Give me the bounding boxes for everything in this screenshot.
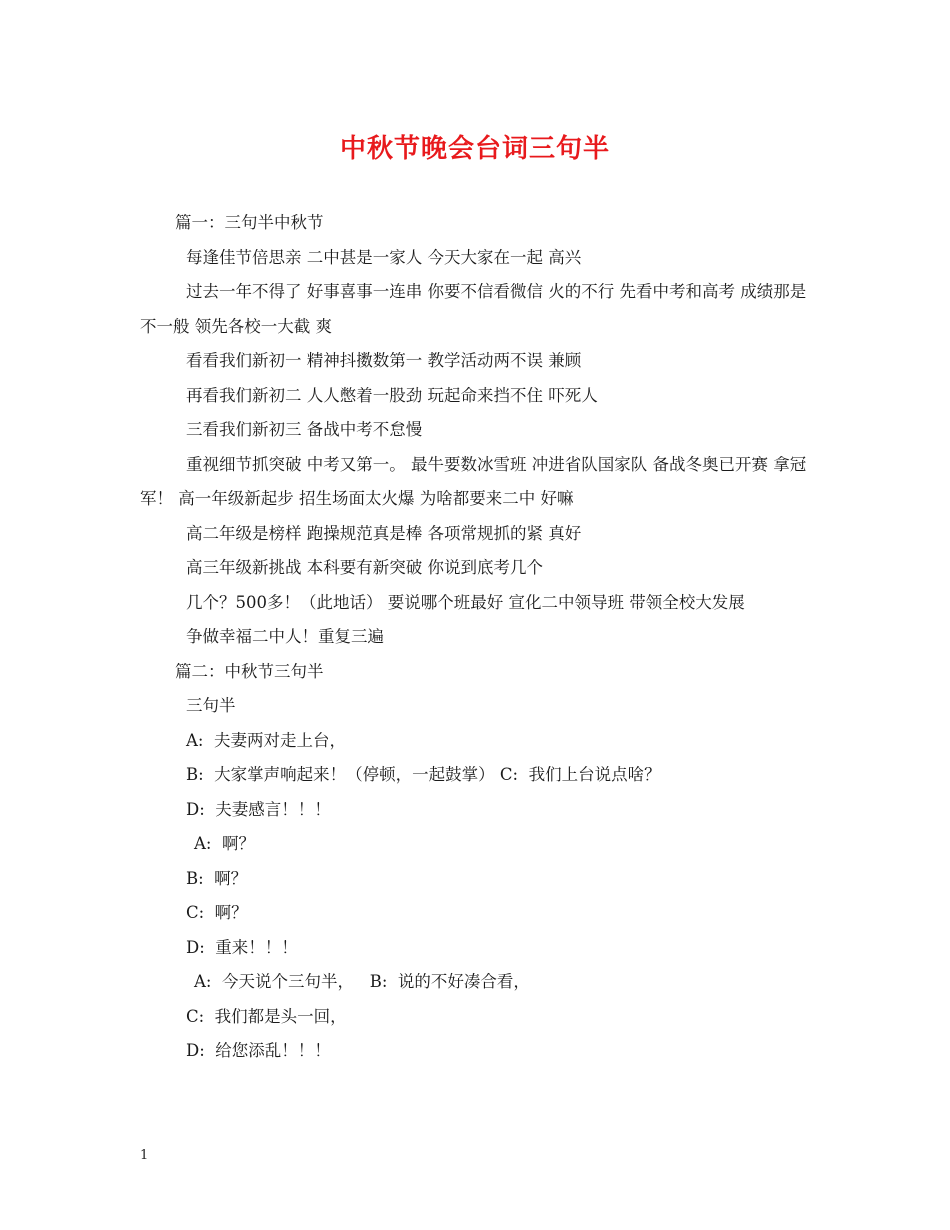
paragraph: A: 啊？ bbox=[194, 834, 255, 853]
paragraph: 看看我们新初一 精神抖擞数第一 教学活动两不误 兼顾 bbox=[186, 351, 582, 370]
paragraph: 三句半 bbox=[186, 696, 236, 715]
paragraph: 争做幸福二中人！重复三遍 bbox=[186, 627, 384, 646]
page-title: 中秋节晚会台词三句半 bbox=[339, 134, 610, 164]
paragraph: 三看我们新初三 备战中考不怠慢 bbox=[186, 420, 423, 439]
page-number: 1 bbox=[140, 1148, 149, 1163]
paragraph: C: 我们都是头一回， bbox=[186, 1006, 347, 1026]
paragraph: 高三年级新挑战 本科要有新突破 你说到底考几个 bbox=[186, 558, 543, 577]
paragraph: C: 啊？ bbox=[186, 903, 248, 922]
paragraph: 重视细节抓突破 中考又第一。 最牛要数冰雪班 冲进省队国家队 备战冬奥已开赛 拿冠军！ 高一年级新起步 招生场面太火爆 为啥都要来二中 好嘛 bbox=[140, 454, 807, 508]
paragraph: A: 今天说个三句半， B: 说的不好凑合看， bbox=[194, 972, 530, 991]
paragraph: A: 夫妻两对走上台， bbox=[186, 730, 346, 750]
paragraph: 再看我们新初二 人人憋着一股劲 玩起命来挡不住 吓死人 bbox=[186, 385, 598, 405]
paragraph: D: 夫妻感言！！！ bbox=[186, 799, 331, 819]
paragraph: 过去一年不得了 好事喜事一连串 你要不信看微信 火的不行 先看中考和高考 成绩那是不一般 领先各校一大截 爽 bbox=[140, 282, 807, 336]
paragraph: 每逢佳节倍思亲 二中甚是一家人 今天大家在一起 高兴 bbox=[186, 247, 582, 267]
section-heading: 篇二：中秋节三句半 bbox=[175, 661, 324, 681]
paragraph: B: 大家掌声响起来！（停顿，一起鼓掌） C: 我们上台说点啥？ bbox=[186, 765, 661, 784]
paragraph: D: 重来！！！ bbox=[186, 937, 298, 957]
paragraph: D: 给您添乱！！！ bbox=[186, 1041, 331, 1060]
paragraph: B: 啊？ bbox=[186, 868, 248, 888]
section-heading: 篇一：三句半中秋节 bbox=[175, 213, 324, 232]
paragraph: 几个？500多！（此地话） 要说哪个班最好 宣化二中领导班 带领全校大发展 bbox=[186, 592, 745, 612]
document-body bbox=[140, 206, 812, 1069]
paragraph: 高二年级是榜样 跑操规范真是棒 各项常规抓的紧 真好 bbox=[186, 523, 582, 543]
